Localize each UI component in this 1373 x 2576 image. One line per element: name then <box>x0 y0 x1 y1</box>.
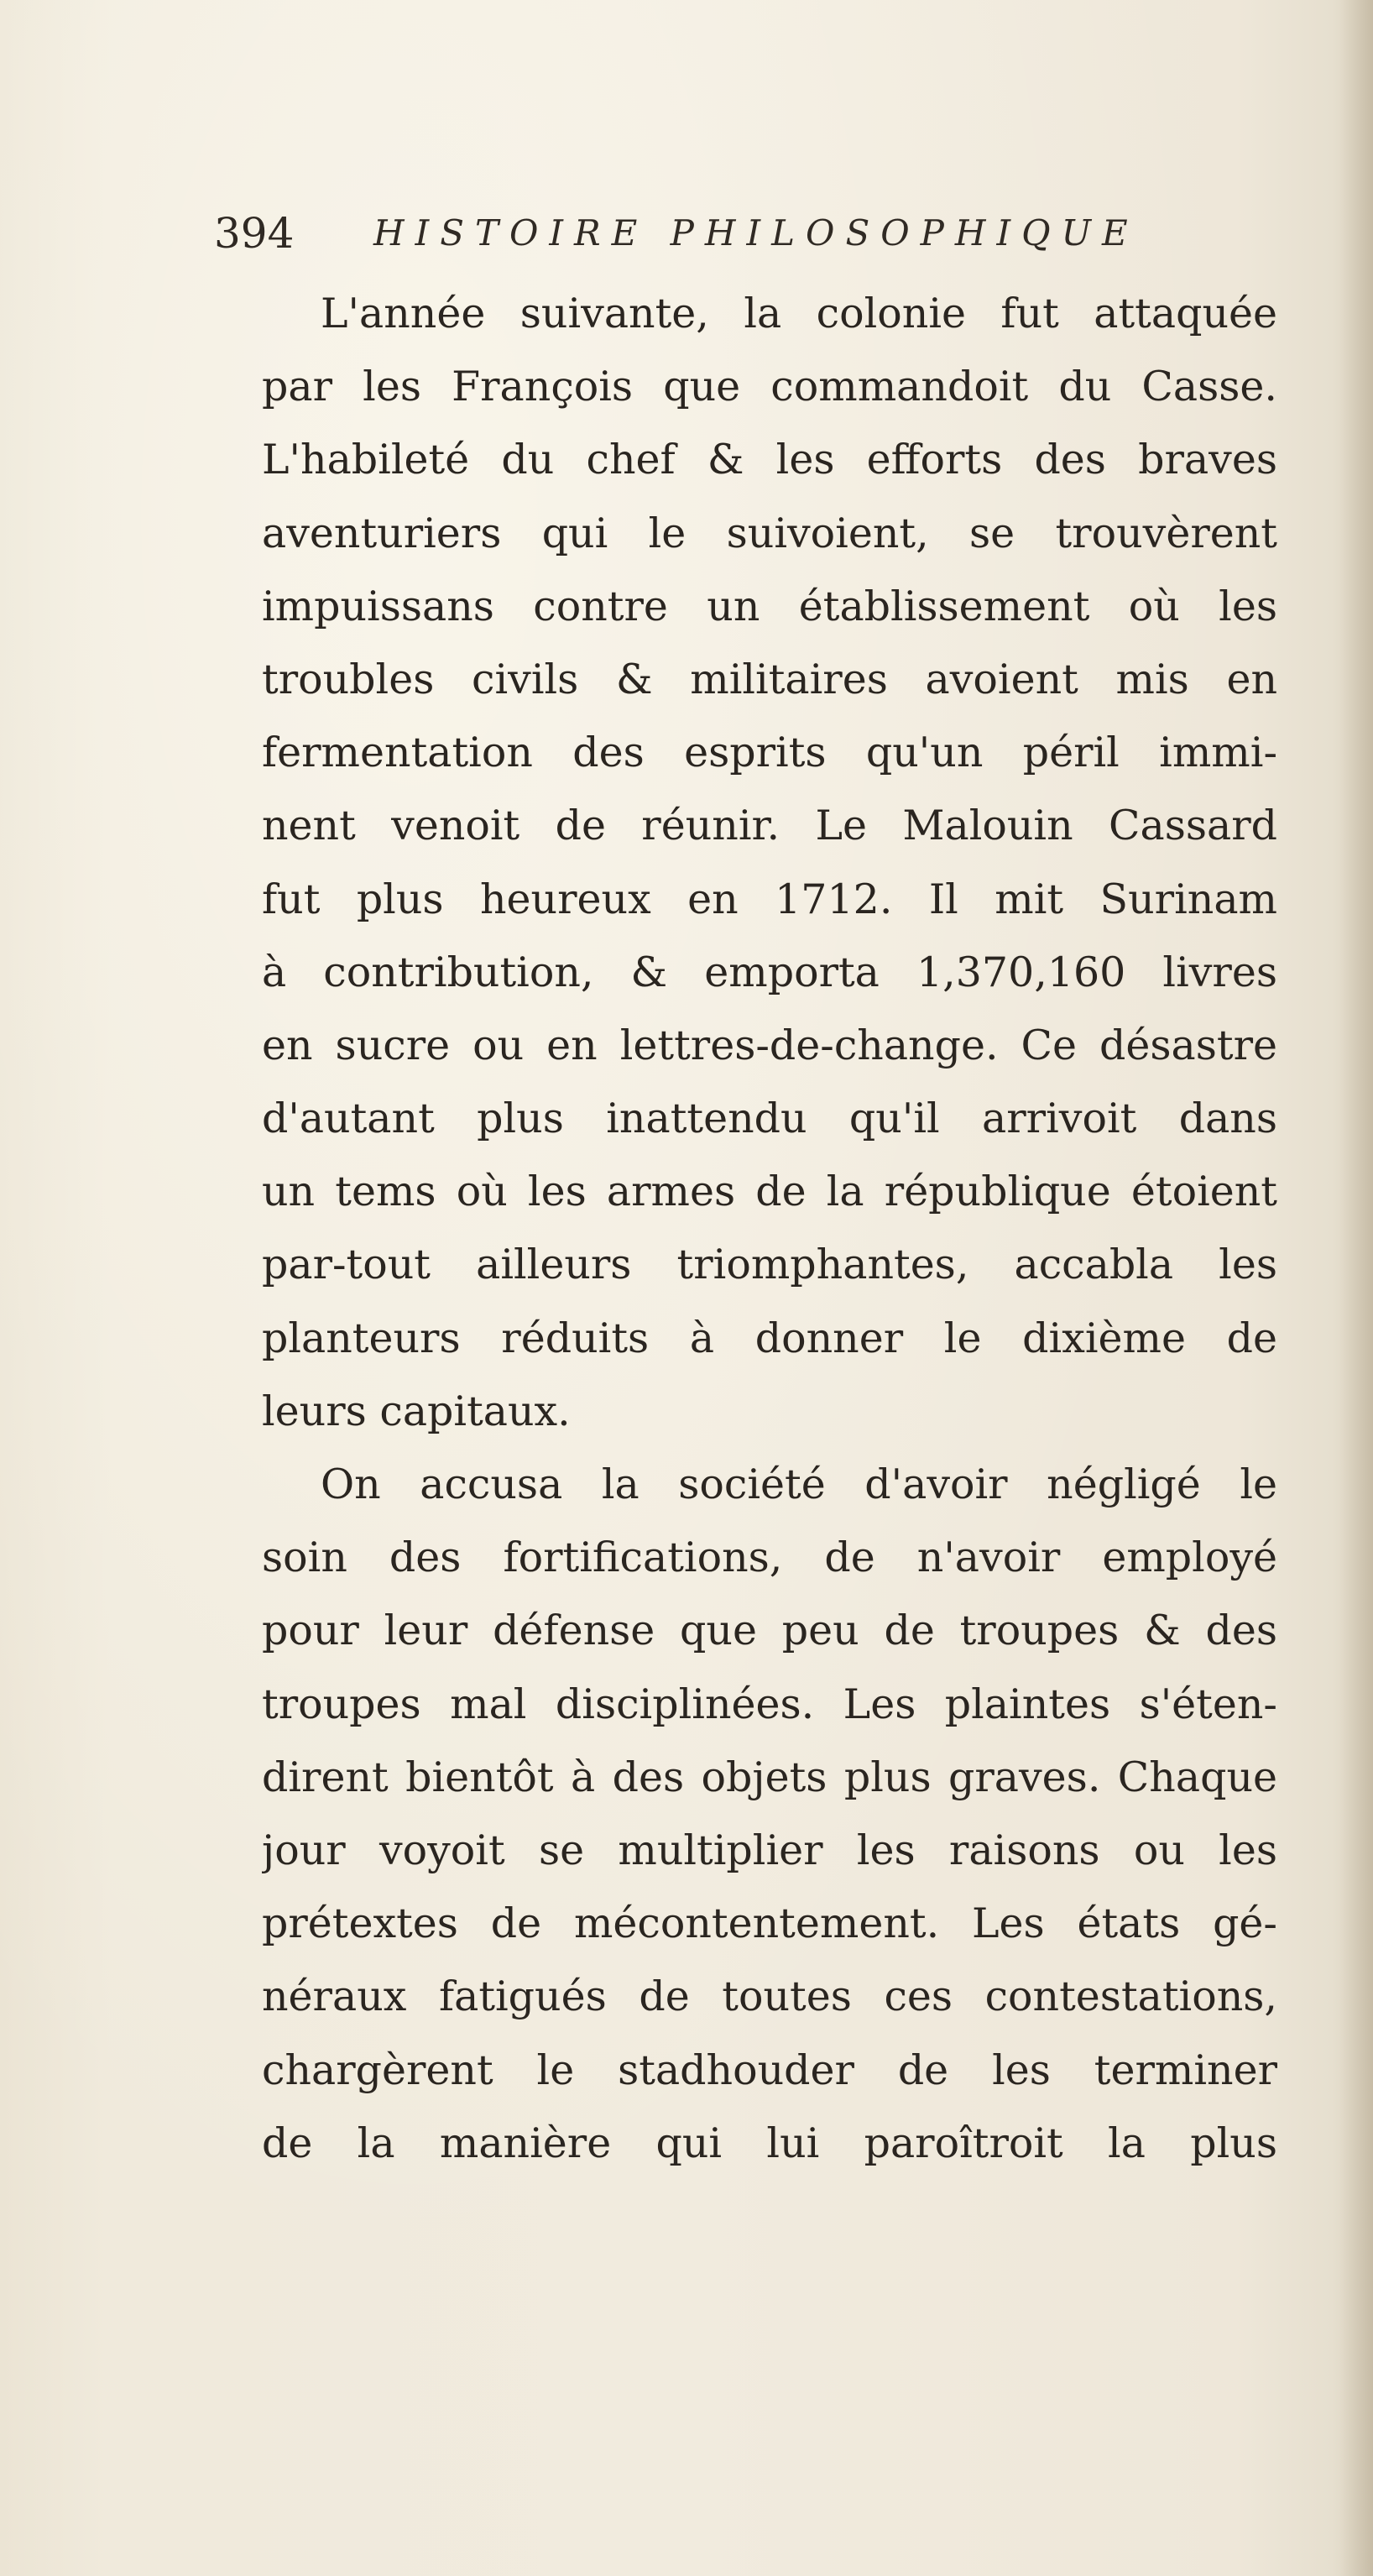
text-line: en sucre ou en lettres-de-change. Ce désastre <box>262 1021 1277 1069</box>
text-line: chargèrent le stadhouder de les terminer <box>262 2046 1277 2094</box>
text-line: de la manière qui lui paroîtroit la plus <box>262 2119 1277 2167</box>
text-line: fermentation des esprits qu'un péril immi- <box>262 729 1277 777</box>
text-line: néraux fatigués de toutes ces contestations, <box>262 1972 1277 2021</box>
running-title: HISTOIRE PHILOSOPHIQUE <box>373 212 1139 253</box>
text-line: aventuriers qui le suivoient, se trouvèrent <box>262 509 1277 557</box>
text-line: un tems où les armes de la république étoient <box>262 1168 1277 1216</box>
paragraph-1 <box>262 277 1277 1448</box>
text-line: planteurs réduits à donner le dixième de <box>262 1314 1277 1362</box>
text-line: par les François que commandoit du Casse. <box>262 363 1277 411</box>
text-line: nent venoit de réunir. Le Malouin Cassard <box>262 802 1277 850</box>
body-text <box>262 277 1277 2180</box>
text-line: On accusa la société d'avoir négligé le <box>321 1460 1277 1508</box>
text-line: leurs capitaux. <box>262 1387 571 1435</box>
page-number: 394 <box>214 209 295 258</box>
text-line: prétextes de mécontentement. Les états gé- <box>262 1899 1277 1948</box>
text-line: troubles civils & militaires avoient mis en <box>262 655 1277 703</box>
text-line: fut plus heureux en 1712. Il mit Surinam <box>262 875 1277 923</box>
text-line: soin des fortifications, de n'avoir employé <box>262 1534 1277 1582</box>
text-line: pour leur défense que peu de troupes & des <box>262 1607 1277 1655</box>
text-line: par-tout ailleurs triomphantes, accabla les <box>262 1241 1277 1289</box>
text-line: troupes mal disciplinées. Les plaintes s'éten- <box>262 1680 1277 1728</box>
text-line: L'habileté du chef & les efforts des braves <box>262 436 1277 484</box>
text-line: impuissans contre un établissement où les <box>262 582 1277 630</box>
text-line: d'autant plus inattendu qu'il arrivoit dans <box>262 1095 1277 1143</box>
text-line: à contribution, & emporta 1,370,160 livres <box>262 948 1277 996</box>
text-line: L'année suivante, la colonie fut attaquée <box>321 290 1277 337</box>
paragraph-2 <box>262 1448 1277 2180</box>
text-line: dirent bientôt à des objets plus graves. Chaque <box>262 1753 1277 1801</box>
text-line: jour voyoit se multiplier les raisons ou les <box>262 1826 1277 1874</box>
running-head <box>214 200 1271 267</box>
